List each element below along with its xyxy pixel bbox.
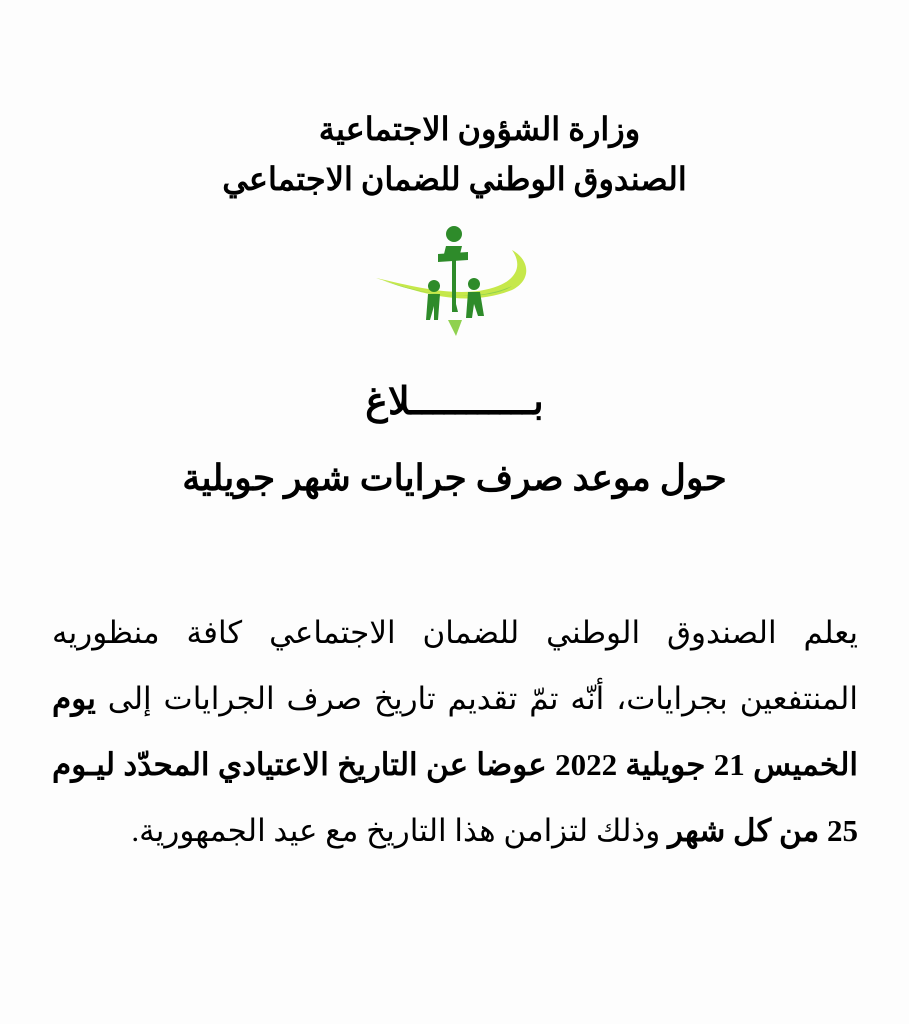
fund-name: الصندوق الوطني للضمان الاجتماعي: [222, 161, 687, 197]
announcement-title: بـــــــــــلاغ: [365, 381, 544, 423]
cnss-logo: [372, 220, 536, 344]
announcement-body: [52, 600, 858, 864]
cnss-logo-icon: [372, 220, 536, 344]
body-part-3: وذلك لتزامن هذا التاريخ مع عيد الجمهورية.: [131, 813, 668, 848]
body-part-1: يعلم الصندوق الوطني للضمان الاجتماعي كافة منظوريه المنتفعين بجرايات، أنّه تمّ تقديم تاريخ صرف الجرايات إلى: [52, 615, 858, 716]
announcement-subject: حول موعد صرف جرايات شهر جويلية: [182, 458, 727, 498]
ministry-name: وزارة الشؤون الاجتماعية: [318, 111, 641, 147]
document-header: [0, 104, 909, 204]
body-part-2-bold: يوم الخميس 21 جويلية 2022 عوضا عن التاريخ الاعتيادي المحدّد ليـوم 25 من كل شهر: [52, 681, 859, 848]
